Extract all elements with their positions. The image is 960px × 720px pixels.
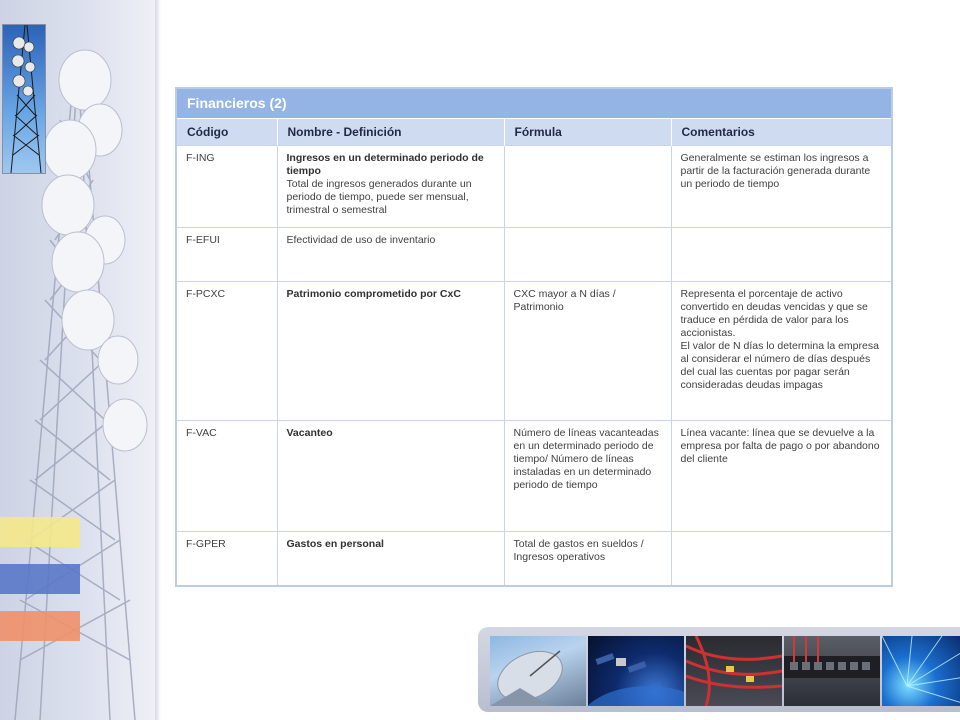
satellite-dish-photo [490,636,586,706]
financial-indicators-table [175,87,893,587]
header-formula: Fórmula [504,119,671,146]
cell-name-definition [277,228,504,282]
cell-formula [504,146,671,228]
indicator-definition: Total de ingresos generados durante un periodo de tiempo, puede ser mensual, trimestral o semestral [286,178,472,216]
satellite-orbit-photo [588,636,684,706]
blue-color-band [0,564,80,594]
header-comments: Comentarios [671,119,891,146]
side-panel-edge [155,0,161,720]
fiber-optic-icon [882,636,960,706]
cell-code: F-EFUI [177,228,277,282]
table-title: Financieros (2) [177,89,891,119]
cell-formula: Número de líneas vacanteadas en un determinado periodo de tiempo/ Número de líneas instaladas en un determinado periodo de tiempo [504,421,671,532]
network-cables-photo [686,636,782,706]
cell-name-definition [277,532,504,585]
satellite-dish-icon [490,636,586,706]
network-switch-photo [784,636,880,706]
red-cables-icon [686,636,782,706]
switch-ports-icon [784,636,880,706]
satellite-icon [588,636,684,706]
cell-formula: Total de gastos en sueldos / Ingresos operativos [504,532,671,585]
table-row [177,228,891,282]
table-row [177,532,891,585]
decorative-photo-strip [478,627,960,712]
tower-silhouette-icon [3,25,45,173]
indicator-definition: Efectividad de uso de inventario [286,234,436,246]
table-row [177,282,891,421]
indicator-name: Ingresos en un determinado periodo de tiempo [286,152,484,177]
fiber-optics-photo [882,636,960,706]
indicator-name: Vacanteo [286,427,333,439]
decorative-side-panel [0,0,155,720]
cell-comments: Generalmente se estiman los ingresos a partir de la facturación generada durante un periodo de tiempo [671,146,891,228]
cell-code: F-ING [177,146,277,228]
cell-comments [671,228,891,282]
cell-code: F-GPER [177,532,277,585]
cell-formula [504,228,671,282]
cell-name-definition [277,421,504,532]
cell-formula: CXC mayor a N días / Patrimonio [504,282,671,421]
tower-photo-thumbnail [2,24,46,174]
orange-color-band [0,611,80,641]
cell-comments: Representa el porcentaje de activo convertido en deudas vencidas y que se traduce en pérdida de valor para los accionistas. El valor de N días lo determina la empresa al considerar el número de días después del cual las cuentas por pagar serán consideradas deudas impagas [671,282,891,421]
cell-name-definition [277,282,504,421]
cell-code: F-VAC [177,421,277,532]
table-header-row [177,119,891,146]
cell-code: F-PCXC [177,282,277,421]
cell-name-definition [277,146,504,228]
cell-comments [671,532,891,585]
header-code: Código [177,119,277,146]
yellow-color-band [0,517,80,547]
header-name-definition: Nombre - Definición [277,119,504,146]
table-row [177,146,891,228]
indicator-name: Gastos en personal [286,538,384,550]
table-row [177,421,891,532]
cell-comments: Línea vacante: línea que se devuelve a la empresa por falta de pago o por abandono del cliente [671,421,891,532]
indicator-name: Patrimonio comprometido por CxC [286,288,461,300]
